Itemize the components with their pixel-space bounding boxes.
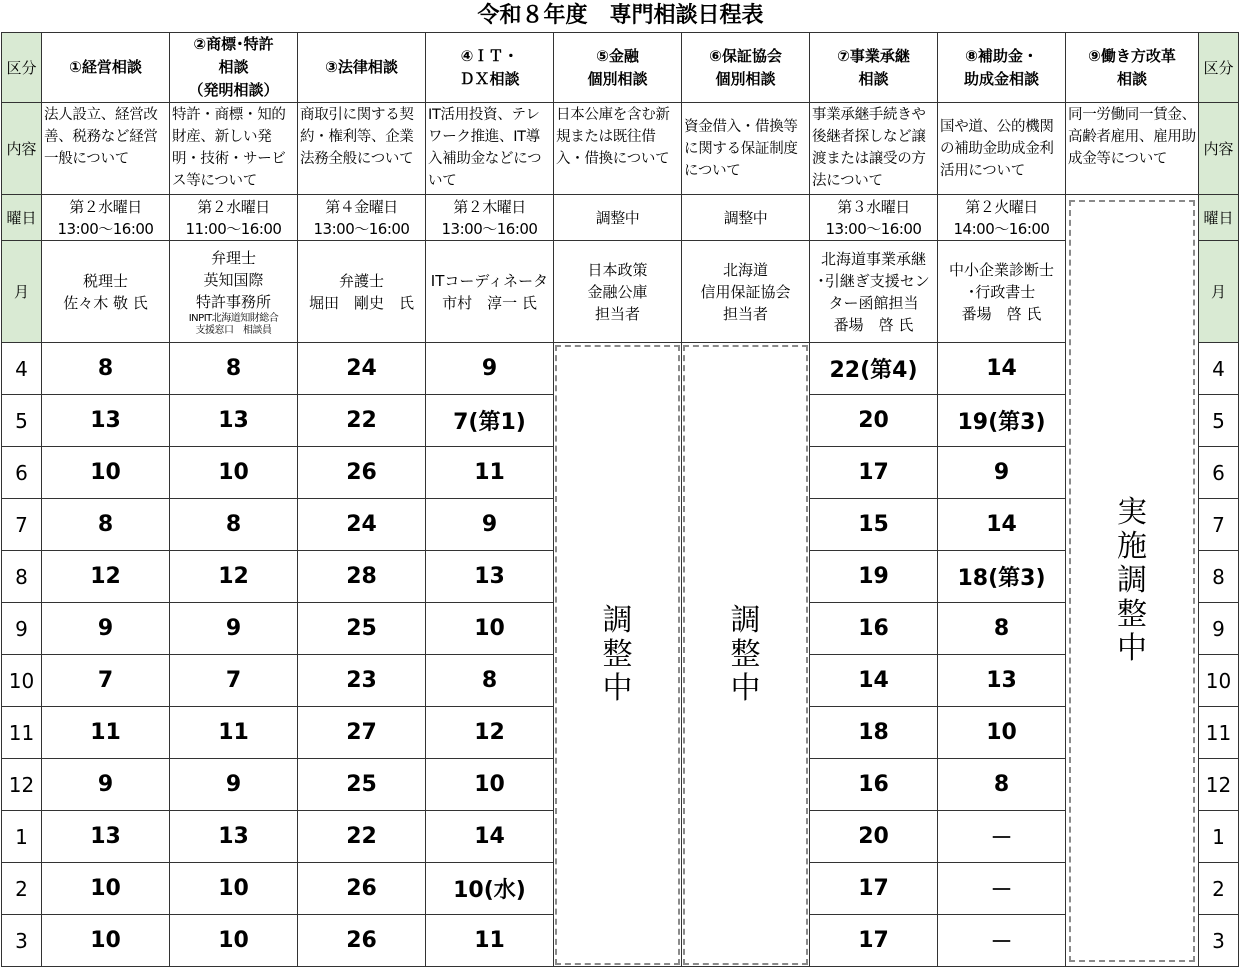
schedule-cell-5	[554, 195, 682, 241]
text-line: 北海道	[722, 260, 768, 279]
date-cell: 11	[170, 707, 298, 759]
text-line: 13:00～16:00	[825, 219, 922, 238]
page-title: 令和８年度 専門相談日程表	[477, 3, 764, 28]
date-cell: 13	[426, 551, 554, 603]
date-cell: 27	[298, 707, 426, 759]
text-line: ⑥保証協会	[709, 46, 782, 65]
text-line: 第２水曜日	[69, 197, 142, 216]
dashed-box	[555, 345, 680, 965]
month-label: 4	[2, 343, 42, 395]
date-cell: 7	[170, 655, 298, 707]
text-line: 第４金曜日	[325, 197, 398, 216]
text-line: ⑦事業承継	[837, 46, 910, 65]
date-cell: 17	[810, 863, 938, 915]
work-style-merged-cell	[1066, 195, 1199, 967]
date-cell: 10	[42, 447, 170, 499]
date-cell: 13	[938, 655, 1066, 707]
date-cell: 9	[426, 499, 554, 551]
schedule-cell-6	[682, 195, 810, 241]
date-cell: 12	[42, 551, 170, 603]
month-label: 8	[2, 551, 42, 603]
content-cell-7: 事業承継手続きや後継者探しなど譲渡または譲受の方法について	[810, 103, 938, 195]
text-line: ･行政書士	[967, 282, 1036, 301]
header-row	[2, 33, 1239, 103]
text-line: 英知国際	[203, 270, 264, 289]
consultant-cell-4	[426, 241, 554, 343]
date-cell: 10	[426, 603, 554, 655]
date-cell: －	[938, 915, 1066, 967]
content-cell-9: 同一労働同一賃金、高齢者雇用、雇用助成金等について	[1066, 103, 1199, 195]
column-header-8	[938, 33, 1066, 103]
date-cell: 17	[810, 447, 938, 499]
content-cell-2: 特許・商標・知的財産、新しい発明・技術・サービス等について	[170, 103, 298, 195]
date-cell: 12	[426, 707, 554, 759]
date-cell: 16	[810, 759, 938, 811]
text-line: 第２水曜日	[197, 197, 270, 216]
column-header-4	[426, 33, 554, 103]
text-line: 番場 啓 氏	[833, 315, 914, 334]
date-cell: 10	[42, 863, 170, 915]
dashed-box	[1069, 200, 1195, 962]
content-cell-3: 商取引に関する契約・権利等、企業法務全般について	[298, 103, 426, 195]
text-line: 市村 淳一 氏	[442, 293, 537, 312]
date-cell: 10	[170, 863, 298, 915]
column-header-5	[554, 33, 682, 103]
text-line: 調	[1117, 562, 1147, 598]
content-cell-8: 国や道、公的機関の補助金助成金利活用について	[938, 103, 1066, 195]
text-line: 13:00～16:00	[441, 219, 538, 238]
schedule-cell-2	[170, 195, 298, 241]
date-cell: 14	[810, 655, 938, 707]
month-label: 2	[2, 863, 42, 915]
date-cell: 25	[298, 759, 426, 811]
date-cell: 18(第3)	[938, 551, 1066, 603]
text-line: 13:00～16:00	[57, 219, 154, 238]
date-cell: 14	[426, 811, 554, 863]
month-label: 8	[1199, 551, 1239, 603]
consultant-cell-2	[170, 241, 298, 343]
text-line: 中	[602, 670, 633, 706]
date-cell: 15	[810, 499, 938, 551]
merged-pending-col6	[682, 343, 810, 967]
column-header-6	[682, 33, 810, 103]
date-cell: 10	[170, 447, 298, 499]
schedule-cell-4	[426, 195, 554, 241]
text-line: INPIT北海道知財総合	[188, 312, 279, 324]
month-label: 1	[2, 811, 42, 863]
row-label-weekday: 曜日	[2, 195, 42, 241]
date-cell: －	[938, 863, 1066, 915]
text-line: 信用保証協会	[700, 282, 791, 301]
column-header-1	[42, 33, 170, 103]
month-label: 6	[1199, 447, 1239, 499]
text-line: 11:00～16:00	[185, 219, 282, 238]
date-cell: 9	[426, 343, 554, 395]
date-cell: 11	[426, 915, 554, 967]
row-label-content: 内容	[2, 103, 42, 195]
date-cell: 9	[170, 603, 298, 655]
text-line: ⑧補助金・	[965, 46, 1038, 65]
date-cell: 13	[42, 395, 170, 447]
text-line: （発明相談）	[188, 81, 279, 99]
month-label: 2	[1199, 863, 1239, 915]
month-label: 7	[2, 499, 42, 551]
text-line: 調	[602, 602, 633, 638]
vertical-text	[1117, 496, 1147, 666]
consultant-cell-8	[938, 241, 1066, 343]
dashed-box	[683, 345, 808, 965]
text-line: ター函館担当	[828, 293, 919, 312]
date-cell: 8	[938, 759, 1066, 811]
text-line: 個別相談	[587, 69, 648, 88]
date-cell: 26	[298, 915, 426, 967]
text-line: 第３水曜日	[837, 197, 910, 216]
date-cell: 10	[42, 915, 170, 967]
date-cell: 10	[170, 915, 298, 967]
text-line: 14:00～16:00	[953, 219, 1050, 238]
date-cell: 8	[170, 499, 298, 551]
date-cell: 20	[810, 811, 938, 863]
consultant-cell-5	[554, 241, 682, 343]
column-header-9	[1066, 33, 1199, 103]
text-line: 施	[1117, 528, 1147, 564]
date-cell: 11	[42, 707, 170, 759]
text-line: 税理士	[82, 271, 128, 290]
row-label-category: 区分	[1199, 33, 1239, 103]
month-label: 10	[2, 655, 42, 707]
date-cell: 10	[938, 707, 1066, 759]
month-label: 3	[1199, 915, 1239, 967]
text-line: ⑨働き方改革	[1088, 46, 1176, 65]
date-cell: 8	[170, 343, 298, 395]
date-cell: 8	[42, 499, 170, 551]
text-line: 日本政策	[587, 260, 648, 279]
date-cell: 10	[426, 759, 554, 811]
text-line: 堀田 剛史 氏	[308, 293, 414, 312]
date-cell: 10(水)	[426, 863, 554, 915]
text-line: 弁理士	[210, 248, 256, 267]
text-line: 相談	[218, 58, 249, 76]
text-line: ①経営相談	[69, 58, 142, 76]
text-line: ＤＸ相談	[459, 69, 520, 88]
date-cell: 12	[170, 551, 298, 603]
month-row	[2, 343, 1239, 395]
text-line: 相談	[1116, 69, 1147, 88]
consultant-cell-7	[810, 241, 938, 343]
month-label: 10	[1199, 655, 1239, 707]
month-label: 5	[2, 395, 42, 447]
month-label: 7	[1199, 499, 1239, 551]
date-cell: 19	[810, 551, 938, 603]
date-cell: 14	[938, 499, 1066, 551]
month-label: 5	[1199, 395, 1239, 447]
date-cell: 26	[298, 447, 426, 499]
month-label: 12	[2, 759, 42, 811]
text-line: 弁護士	[338, 271, 384, 290]
date-cell: 9	[42, 759, 170, 811]
consultant-cell-6	[682, 241, 810, 343]
merged-pending-col5	[554, 343, 682, 967]
date-cell: 13	[42, 811, 170, 863]
date-cell: 18	[810, 707, 938, 759]
row-label-month: 月	[1199, 241, 1239, 343]
column-header-3	[298, 33, 426, 103]
text-line: 担当者	[594, 304, 640, 323]
content-row	[2, 103, 1239, 195]
month-label: 11	[1199, 707, 1239, 759]
row-label-content: 内容	[1199, 103, 1239, 195]
date-cell: 22	[298, 811, 426, 863]
date-cell: 16	[810, 603, 938, 655]
row-label-category: 区分	[2, 33, 42, 103]
text-line: 個別相談	[715, 69, 776, 88]
consultant-cell-1	[42, 241, 170, 343]
schedule-row	[2, 195, 1239, 241]
text-line: 担当者	[722, 304, 768, 323]
schedule-cell-1	[42, 195, 170, 241]
text-line: 佐々木 敬 氏	[63, 293, 148, 312]
content-cell-4: IT活用投資、テレワーク推進、IT導入補助金などについて	[426, 103, 554, 195]
date-cell: 8	[938, 603, 1066, 655]
month-label: 4	[1199, 343, 1239, 395]
text-line: 調	[730, 602, 761, 638]
text-line: 調整中	[595, 208, 640, 227]
date-cell: 17	[810, 915, 938, 967]
text-line: 番場 啓 氏	[961, 304, 1042, 323]
text-line: ②商標･特許	[193, 35, 274, 53]
text-line: ③法律相談	[325, 58, 398, 76]
text-line: 助成金相談	[963, 69, 1039, 88]
month-label: 9	[2, 603, 42, 655]
text-line: ITコーディネータ	[430, 271, 549, 290]
text-line: 調整中	[723, 208, 768, 227]
month-label: 6	[2, 447, 42, 499]
date-cell: 20	[810, 395, 938, 447]
schedule-cell-7	[810, 195, 938, 241]
consultant-row	[2, 241, 1239, 343]
text-line: 第２火曜日	[965, 197, 1038, 216]
date-cell: 22(第4)	[810, 343, 938, 395]
content-cell-1: 法人設立、経営改善、税務など経営一般について	[42, 103, 170, 195]
month-label: 3	[2, 915, 42, 967]
date-cell: 9	[170, 759, 298, 811]
text-line: 整	[1117, 596, 1147, 632]
row-label-month: 月	[2, 241, 42, 343]
schedule-cell-3	[298, 195, 426, 241]
date-cell: 25	[298, 603, 426, 655]
month-label: 9	[1199, 603, 1239, 655]
date-cell: 28	[298, 551, 426, 603]
month-label: 12	[1199, 759, 1239, 811]
date-cell: 26	[298, 863, 426, 915]
vertical-text	[731, 604, 761, 706]
date-cell: 13	[170, 811, 298, 863]
text-line: 実	[1117, 494, 1147, 530]
date-cell: 13	[170, 395, 298, 447]
date-cell: 8	[42, 343, 170, 395]
text-line: 金融公庫	[587, 282, 648, 301]
date-cell: 23	[298, 655, 426, 707]
text-line: 中小企業診断士	[948, 260, 1054, 279]
date-cell: 24	[298, 343, 426, 395]
text-line: 相談	[858, 69, 889, 88]
column-header-2	[170, 33, 298, 103]
column-header-7	[810, 33, 938, 103]
text-line: 中	[1117, 630, 1147, 666]
text-line: 北海道事業承継	[820, 249, 926, 268]
consultant-cell-3	[298, 241, 426, 343]
content-cell-6: 資金借入・借換等に関する保証制度について	[682, 103, 810, 195]
text-line: 中	[730, 670, 761, 706]
text-line: ④ＩＴ・	[460, 46, 519, 65]
vertical-text	[603, 604, 633, 706]
date-cell: －	[938, 811, 1066, 863]
content-cell-5: 日本公庫を含む新規または既往借入・借換について	[554, 103, 682, 195]
text-line: 13:00～16:00	[313, 219, 410, 238]
date-cell: 14	[938, 343, 1066, 395]
date-cell: 24	[298, 499, 426, 551]
text-line: ⑤金融	[596, 46, 639, 65]
date-cell: 11	[426, 447, 554, 499]
date-cell: 9	[938, 447, 1066, 499]
text-line: 整	[602, 636, 633, 672]
text-line: 第２木曜日	[453, 197, 526, 216]
date-cell: 19(第3)	[938, 395, 1066, 447]
date-cell: 22	[298, 395, 426, 447]
month-label: 1	[1199, 811, 1239, 863]
schedule-cell-8	[938, 195, 1066, 241]
text-line: 支援窓口 相談員	[195, 324, 272, 336]
date-cell: 7	[42, 655, 170, 707]
text-line: ･引継ぎ支援セン	[817, 271, 930, 290]
schedule-table	[1, 32, 1239, 967]
date-cell: 9	[42, 603, 170, 655]
text-line: 整	[730, 636, 761, 672]
date-cell: 7(第1)	[426, 395, 554, 447]
row-label-weekday: 曜日	[1199, 195, 1239, 241]
text-line: 特許事務所	[195, 292, 271, 311]
month-label: 11	[2, 707, 42, 759]
date-cell: 8	[426, 655, 554, 707]
